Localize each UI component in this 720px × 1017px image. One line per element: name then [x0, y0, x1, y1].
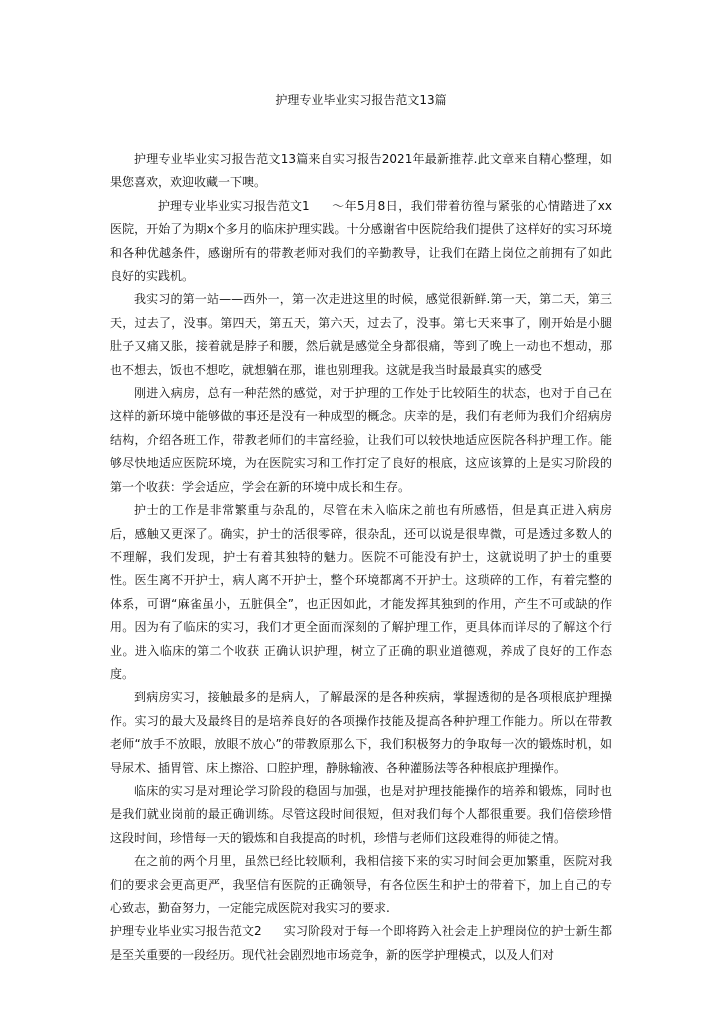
paragraph-clinical-practice [110, 780, 612, 850]
paragraph-text: 在之前的两个月里，虽然已经比较顺利，我相信接下来的实习时间会更加繁重，医院对我们的要求会更高更严，我坚信有医院的正确领导，有各位医生和护士的带着下，加上自己的专心致志，勤奋努力，一定能完成医院对我实习的要求. [110, 854, 612, 915]
paragraph-text: 临床的实习是对理论学习阶段的稳固与加强，也是对护理技能操作的培养和锻炼，同时也是我们就业岗前的最正确训练。尽管这段时间很短，但对我们每个人都很重要。我们倍偿珍惜这段时间，珍惜每一天的锻炼和自我提高的时机，珍惜与老师们这段难得的师徒之情。 [110, 783, 612, 845]
paragraph-entering-ward [110, 382, 612, 499]
document-body [110, 148, 612, 967]
document-title: 护理专业毕业实习报告范文13篇 [275, 93, 447, 107]
paragraph-two-months [110, 850, 612, 920]
paragraph-text: 到病房实习，接触最多的是病人，了解最深的是各种疾病，掌握透彻的是各项根底护理操作。实习的最大及最终目的是培养良好的各项操作技能及提高各种护理工作能力。所以在带教老师“放手不放眼，放眼不放心”的带教原那么下，我们积极努力的争取每一次的锻炼时机，如导尿术、插胃管、床上擦浴、口腔护理，静脉输液、各种灌肠法等各种根底护理操作。 [110, 690, 612, 775]
paragraph-nurse-work [110, 499, 612, 686]
paragraph-text: ～年5月8日，我们带着彷徨与紧张的心情踏进了xx医院，开始了为期x个多月的临床护理实践。十分感谢省中医院给我们提供了这样好的实习环境和各种优越条件，感谢所有的带教老师对我们的辛勤教导，让我们在踏上岗位之前拥有了如此良好的实践机。 [110, 198, 612, 284]
paragraph-intro [110, 148, 612, 195]
paragraph-text: 我实习的第一站——西外一，第一次走进这里的时候，感觉很新鲜.第一天，第二天，第三天，过去了，没事。第四天，第五天，第六天，过去了，没事。第七天来事了，刚开始是小腿肚子又痛又胀，接着就是脖子和腰，然后就是感觉全身都很痛，等到了晚上一动也不想动，那也不想去，饭也不想吃，就想躺在那，谁也别理我。这就是我当时最最真实的感受 [110, 292, 612, 377]
essay-heading-1: 护理专业毕业实习报告范文1 [158, 198, 310, 213]
essay-heading-2: 护理专业毕业实习报告范文2 [110, 924, 262, 939]
paragraph-text: 实习阶段对于每一个即将跨入社会走上护理岗位的护士新生都是至关重要的一段经历。现代社会剧烈地市场竞争，新的医学护理模式，以及人们对 [110, 924, 612, 962]
paragraph-text: 护士的工作是非常繁重与杂乱的，尽管在未入临床之前也有所感悟，但是真正进入病房后，感触又更深了。确实，护士的活很零碎，很杂乱，还可以说是很卑微，可是透过多数人的不理解，我们发现，护士有着其独特的魅力。医院不可能没有护士，这就说明了护士的重要性。医生离不开护士，病人离不开护士，整个环境都离不开护士。这琐碎的工作，有着完整的体系，可谓“麻雀虽小，五脏俱全”，也正因如此，才能发挥其独到的作用，产生不可或缺的作用。因为有了临床的实习，我们才更全面而深刻的了解护理工作，更具体而详尽的了解这个行业。进入临床的第二个收获 正确认识护理，树立了正确的职业道德观，养成了良好的工作态度。 [110, 503, 612, 681]
paragraph-essay-1-start [110, 195, 612, 289]
paragraph-first-station [110, 288, 612, 382]
paragraph-text: 护理专业毕业实习报告范文13篇来自实习报告2021年最新推荐.此文章来自精心整理，如果您喜欢，欢迎收藏一下噢。 [110, 152, 612, 190]
paragraph-ward-practice [110, 686, 612, 780]
paragraph-text: 刚进入病房，总有一种茫然的感觉，对于护理的工作处于比较陌生的状态，也对于自己在这样的新环境中能够做的事还是没有一种成型的概念。庆幸的是，我们有老师为我们介绍病房结构，介绍各班工作，带教老师们的丰富经验，让我们可以较快地适应医院各科护理工作。能够尽快地适应医院环境，为在医院实习和工作打定了良好的根底，这应该算的上是实习阶段的第一个收获：学会适应，学会在新的环境中成长和生存。 [110, 386, 612, 494]
paragraph-essay-2-start [110, 920, 612, 967]
